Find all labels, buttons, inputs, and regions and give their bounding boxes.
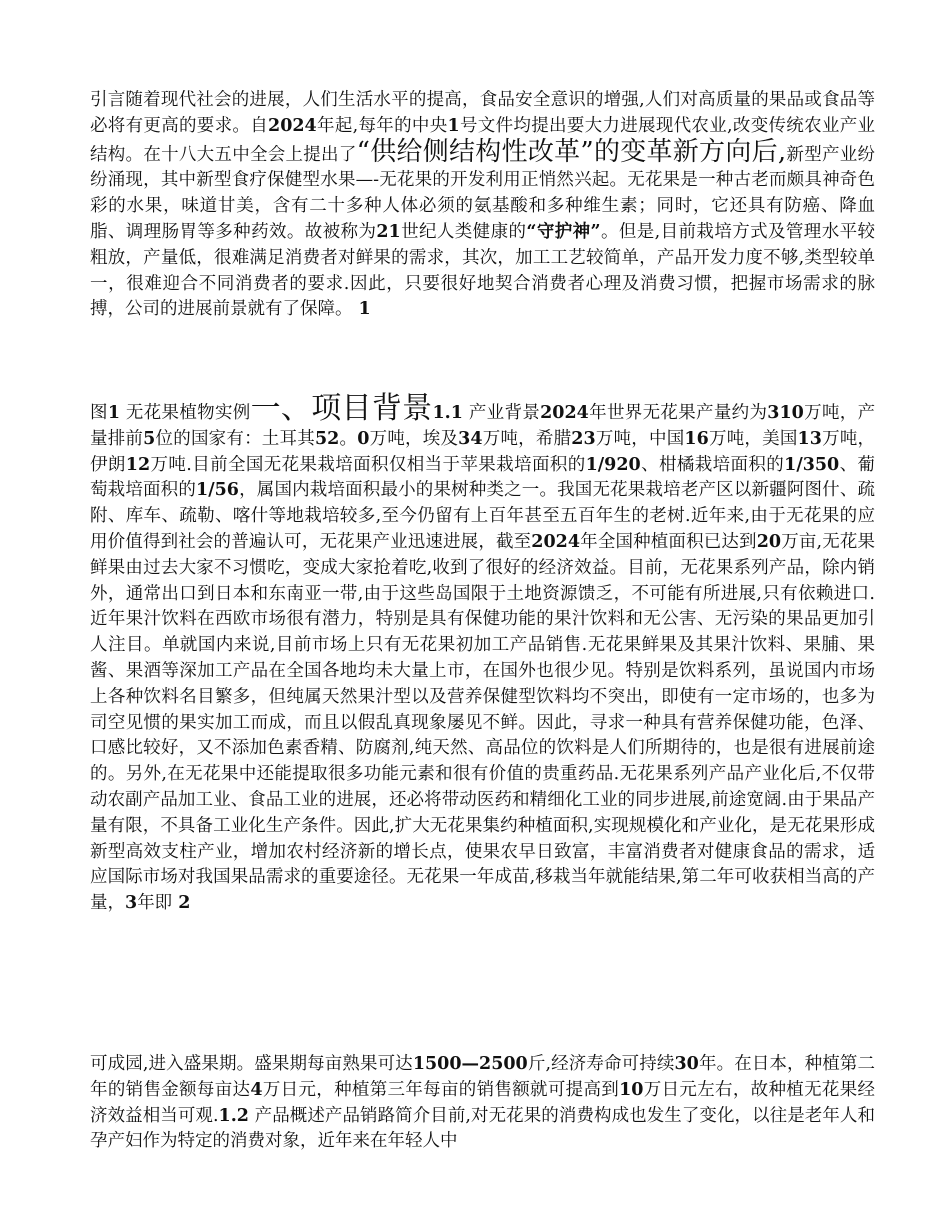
year-value: 2024 xyxy=(268,115,317,136)
text-run: 万亩,无花果鲜果由过去大家不习惯吃，变成大家抢着吃,收到了很好的经济效益。目前，无花果系列产品，除内销外，通常出口到日本和东南亚一带,由于这些岛国限于土地资源馈乏，不可能有所进展,只有依赖进口.近年果汁饮料在西欧市场很有潜力，特别是具有保健功能的果汁饮料和无公害、无污染的果品更加引人注目。单就国内来说,目前市场上只有无花果初加工产品销售.无花果鲜果及其果汁饮料、果脯、果酱、果酒等深加工产品在全国各地均未大量上市，在国外也很少见。特别是饮料系列，虽说国内市场上各种饮料名目繁多，但纯属天然果汁型以及营养保健型饮料均不突出，即使有一定市场的，也多为司空见惯的果实加工而成，而且以假乱真现象屡见不鲜。因此，寻求一种具有营养保健功能，色泽、口感比较好，又不添加色素香精、防腐剂,纯天然、高品位的饮料是人们所期待的，也是很有进展前途的。另外,在无花果中还能提取很多功能元素和很有价值的贵重药品.无花果系列产品产业化后,不仅带动农副产品加工业、食品工业的进展，还必将带动医药和精细化工业的同步进展,前途宽阔.由于果品产量有限，不具备工业化生产条件。因此,扩大无花果集约种植面积,实现规模化和产业化，是无花果形成新型高效支柱产业，增加农村经济新的增长点，使果农早日致富，丰富消费者对健康食品的需求，适应国际市场对我国果品需求的重要途径。无花果一年成苗,移栽当年就能结果,第二年可收获相当高的产量， xyxy=(90,531,876,914)
subsection-number: 1.2 xyxy=(218,1105,249,1126)
text-run: 斤,经济寿命可持续 xyxy=(527,1054,675,1074)
text-run: 年即 xyxy=(137,893,173,914)
number-value: 2024 xyxy=(531,531,581,552)
text-run: 引言随着现代社会的进展，人们生活水平的提高，食品安全意识的增强,人们对高质量的果品或食品等必将有更高的要求。自 xyxy=(90,90,875,136)
figure-label: 图 xyxy=(90,403,108,423)
text-run: 年起,每年的中央 xyxy=(316,115,448,136)
number-value: 34 xyxy=(458,428,483,449)
text-run: 万日元左右，故种植无花果经济效益相当可观. xyxy=(90,1079,876,1126)
text-run: 年全国种植面积已达到 xyxy=(580,531,757,552)
text-run: 、柑橘栽培面积的 xyxy=(640,454,785,475)
number-value: 1500—2500 xyxy=(412,1054,528,1074)
text-run: 可成园,进入盛果期。盛果期每亩熟果可达 xyxy=(90,1054,413,1074)
background-paragraph xyxy=(90,391,876,917)
text-run: 万吨，美国 xyxy=(708,428,798,449)
number-value: 2024 xyxy=(540,403,589,423)
text-run: 万吨，伊朗 xyxy=(90,428,876,475)
text-run: 年世界无花果产量约为 xyxy=(588,403,768,423)
number-value: 30 xyxy=(674,1054,699,1074)
text-run: 万吨.目前全国无花果栽培面积仅相当于苹果栽培面积的 xyxy=(150,454,586,475)
highlighted-phrase: “供给侧结构性改革”的变革新方向后, xyxy=(356,136,787,167)
subsection-number: 1.1 xyxy=(432,403,463,423)
text-run: 产业背景 xyxy=(468,403,541,423)
text-run: 新型产业纷纷涌现，其中新型食疗保健型水果—-无花果的开发利用正悄然兴起。无花果是一种古老而颇具神奇色彩的水果，味道甘美，含有二十多种人体必须的氨基酸和多种维生素；同时，它还具有防癌、降血脂、调理肠胃等多种药效。故被称为 xyxy=(90,144,876,242)
number-value: 52 xyxy=(314,428,340,449)
number-value: 13 xyxy=(797,428,822,449)
ratio-value: 1/350 xyxy=(784,454,840,475)
continuation-paragraph xyxy=(90,1052,875,1155)
number-value: 20 xyxy=(756,531,782,552)
number-value: 23 xyxy=(571,428,596,449)
text-run: 万吨，埃及 xyxy=(369,428,459,449)
figure-caption: 无花果植物实例 xyxy=(125,403,251,423)
figure-number: 1 xyxy=(107,403,121,423)
text-run: 产品概述产品销路简介目前,对无花果的消费构成也发生了变化，以往是老年人和孕产妇作为特定的消费对象，近年来在年轻人中 xyxy=(90,1105,875,1152)
text-run: 。但是,目前栽培方式及管理水平较粗放，产量低，很难满足消费者对鲜果的需求，其次，加工工艺较简单，产品开发力度不够,类型较单一，很难迎合不同消费者的要求.因此，只要很好地契合消费者心理及消费习惯，把握市场需求的脉搏，公司的进展前景就有了保障。 xyxy=(90,221,875,320)
section-heading: 一、项目背景 xyxy=(250,391,433,426)
number-value: 10 xyxy=(619,1079,644,1100)
intro-paragraph xyxy=(90,88,875,323)
number-value: 4 xyxy=(250,1079,263,1100)
number-value: 0 xyxy=(357,428,370,449)
text-run: 万吨，产量排前 xyxy=(90,403,876,449)
number-value: 5 xyxy=(143,428,156,449)
text-run: 。 xyxy=(339,428,358,449)
ratio-value: 1/920 xyxy=(585,454,641,475)
text-run: 位的国家有：土耳其 xyxy=(155,428,315,449)
text-run: 、葡萄栽培面积的 xyxy=(90,454,876,501)
guardian-phrase: “守护神” xyxy=(526,221,601,242)
page-number: 2 xyxy=(178,893,191,914)
text-run: 万日元，种植第三年每亩的销售额就可提高到 xyxy=(262,1079,620,1100)
number-value: 16 xyxy=(684,428,709,449)
ratio-value: 1/56 xyxy=(196,480,239,501)
number-value: 310 xyxy=(767,403,804,423)
text-run: 万吨，希腊 xyxy=(482,428,572,449)
number-value: 3 xyxy=(125,893,138,914)
text-run: ，属国内栽培面积最小的果树种类之一。我国无花果栽培老产区以新疆阿图什、疏附、库车、疏勒、喀什等地栽培较多,至今仍留有上百年甚至五百年生的老树.近年来,由于无花果的应用价值得到社会的普遍认可，无花果产业迅速进展，截至 xyxy=(90,480,876,552)
century-value: 21 xyxy=(376,221,401,242)
text-run: 万吨，中国 xyxy=(595,428,685,449)
text-run: 号文件均提出要大力进展现代农业,改变传统农业产业结构。在十八大五中全会上提出了 xyxy=(90,115,876,165)
document-number: 1 xyxy=(447,115,460,136)
page-number: 1 xyxy=(358,299,371,320)
text-run: 年。在日本，种植第二年的销售金额每亩达 xyxy=(90,1054,876,1100)
text-run: 世纪人类健康的 xyxy=(400,221,527,242)
number-value: 12 xyxy=(125,454,151,475)
